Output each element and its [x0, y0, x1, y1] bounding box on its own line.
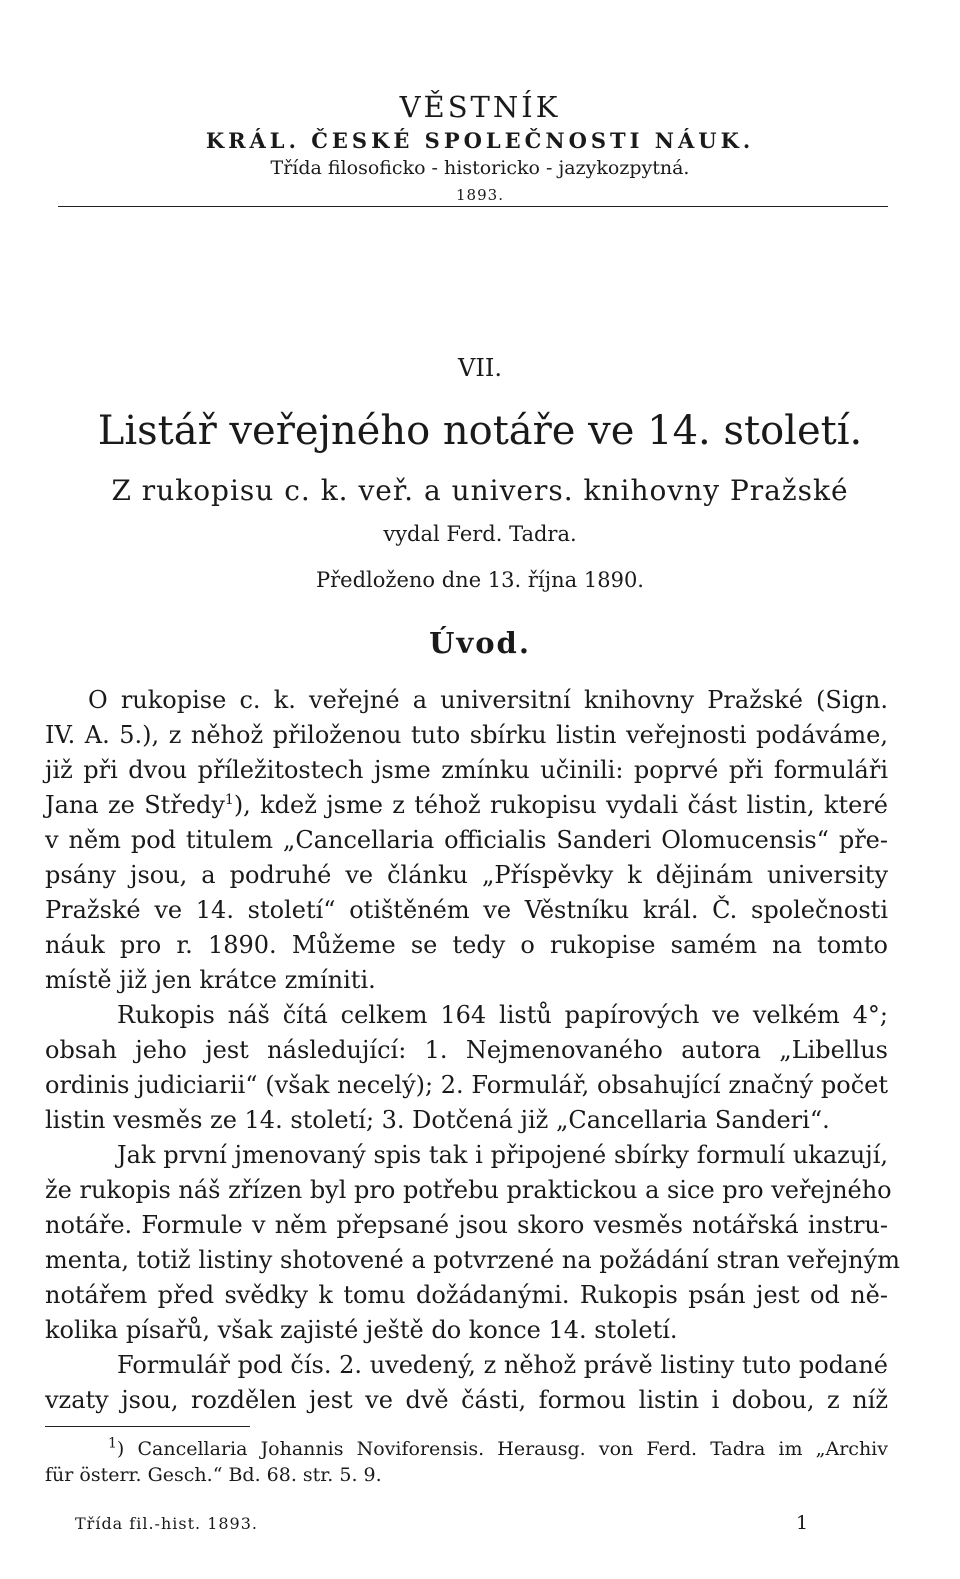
journal-title: VĚSTNÍK — [399, 90, 561, 124]
body-line-5: v něm pod titulem „Cancellaria officialis Sanderi Olomucensis“ pře- — [45, 826, 888, 854]
footnote-text-1: ) Cancellaria Johannis Noviforensis. Herausg. von Ferd. Tadra im „Archiv — [116, 1438, 888, 1460]
presented-date: Předloženo dne 13. října 1890. — [316, 568, 644, 592]
body-line-1: O rukopise c. k. veřejné a universitní knihovny Pražské (Sign. — [88, 686, 888, 714]
body-line-4-rest: ), kdež jsme z téhož rukopisu vydali část listin, které — [233, 791, 888, 819]
body-line-16: notáře. Formule v něm přepsané jsou skoro vesměs notářská instru- — [45, 1211, 888, 1239]
body-line-7: Pražské ve 14. století“ otištěném ve Věstníku král. Č. společnosti — [45, 896, 888, 924]
article-source: Z rukopisu c. k. veř. a univers. knihovny Pražské — [111, 474, 849, 507]
body-line-6: psány jsou, a podruhé ve článku „Příspěvky k dějinám university — [45, 861, 888, 889]
body-line-3: již při dvou příležitostech jsme zmínku učinili: poprvé při formuláři — [45, 756, 888, 784]
body-line-13: listin vesměs ze 14. století; 3. Dotčená již „Cancellaria Sanderi“. — [45, 1106, 830, 1134]
footnote-reference: 1 — [224, 792, 234, 808]
body-line-9: místě již jen krátce zmíniti. — [45, 966, 376, 994]
article-editor: vydal Ferd. Tadra. — [383, 522, 577, 546]
body-line-15: že rukopis náš zřízen byl pro potřebu praktickou a sice pro veřejného — [45, 1176, 892, 1204]
section-heading: Úvod. — [429, 626, 531, 660]
signature-mark: Třída fil.-hist. 1893. — [75, 1514, 258, 1533]
body-line-2: IV. A. 5.), z něhož přiloženou tuto sbírku listin veřejnosti podáváme, — [45, 721, 888, 749]
body-line-8: náuk pro r. 1890. Můžeme se tedy o rukopise samém na tomto — [45, 931, 888, 959]
body-line-12: ordinis judiciarii“ (však necelý); 2. Formulář, obsahující značný počet — [45, 1071, 888, 1099]
article-number: VII. — [458, 354, 502, 382]
body-line-4 — [45, 791, 888, 819]
body-line-11: obsah jeho jest následující: 1. Nejmenovaného autora „Libellus — [45, 1036, 888, 1064]
masthead-rule — [58, 206, 888, 207]
body-line-4-start: Jana ze Středy — [45, 791, 225, 819]
body-line-10: Rukopis náš čítá celkem 164 listů papírových ve velkém 4°; — [117, 1001, 888, 1029]
body-line-17: menta, totiž listiny shotovené a potvrzené na požádání stran veřejným — [45, 1246, 900, 1274]
page-number: 1 — [796, 1512, 809, 1534]
publication-year: 1893. — [456, 186, 504, 204]
body-line-18: notářem před svědky k tomu dožádanými. Rukopis psán jest od ně- — [45, 1281, 888, 1309]
body-line-19: kolika písařů, však zajisté ještě do konce 14. století. — [45, 1316, 678, 1344]
footnote-line-2: für österr. Gesch.“ Bd. 68. str. 5. 9. — [45, 1464, 382, 1486]
class-line: Třída filosoficko - historicko - jazykozpytná. — [270, 157, 690, 179]
footnote-rule — [45, 1426, 250, 1427]
society-name: KRÁL. ČESKÉ SPOLEČNOSTI NÁUK. — [205, 128, 755, 153]
article-title: Listář veřejného notáře ve 14. století. — [97, 408, 863, 454]
body-line-14: Jak první jmenovaný spis tak i připojené sbírky formulí ukazují, — [117, 1141, 888, 1169]
body-line-20: Formulář pod čís. 2. uvedený, z něhož právě listiny tuto podané — [117, 1351, 888, 1379]
body-line-21: vzaty jsou, rozdělen jest ve dvě části, formou listin i dobou, z níž — [45, 1386, 888, 1414]
footnote-mark: 1 — [108, 1435, 117, 1452]
footnote-line-1 — [108, 1435, 888, 1460]
